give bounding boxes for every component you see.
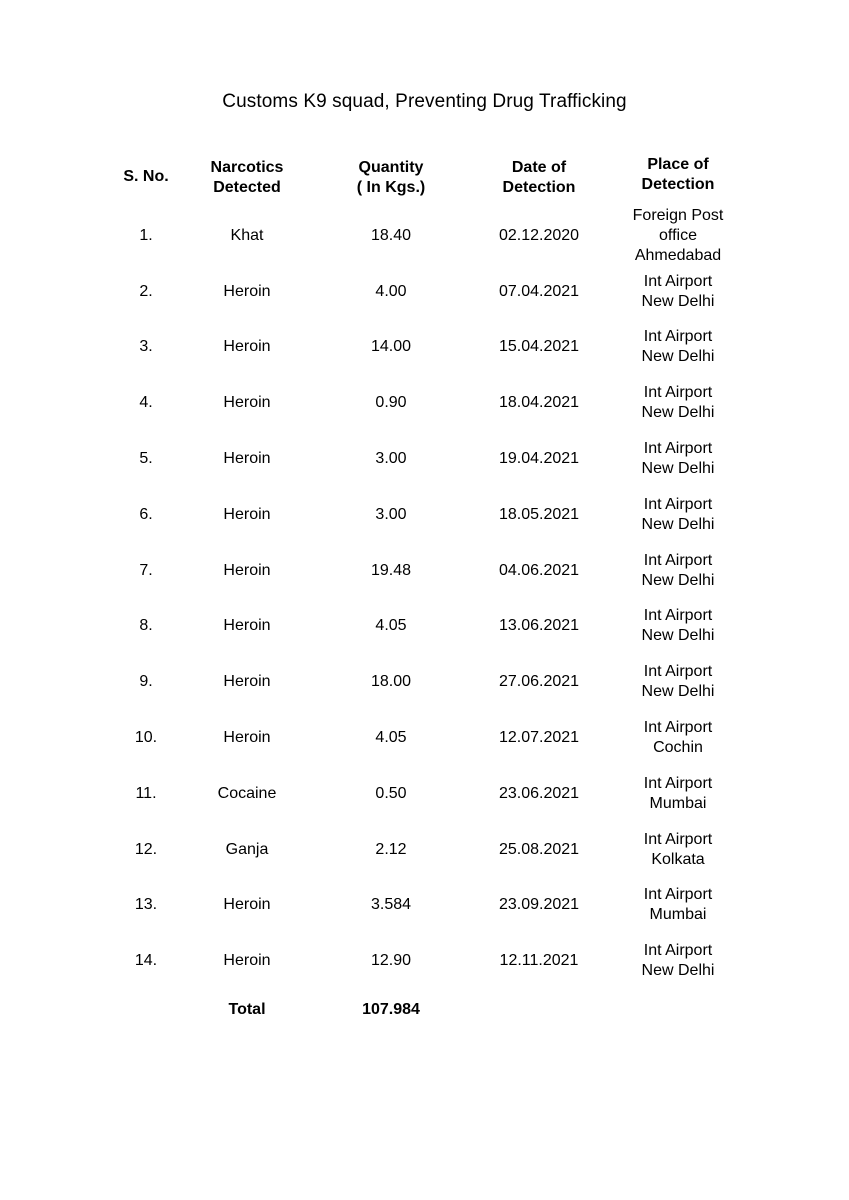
table-row — [0, 433, 849, 489]
cell-quantity: 4.05 — [375, 617, 407, 635]
cell-place: Foreign Post office Ahmedabad — [632, 206, 724, 264]
cell-quantity: 3.584 — [370, 896, 412, 914]
cell-sno: 11. — [135, 784, 157, 802]
cell-place: Int Airport New Delhi — [641, 495, 715, 533]
cell-quantity: 4.05 — [375, 729, 407, 747]
cell-quantity: 2.12 — [375, 840, 407, 858]
total-quantity: 107.984 — [362, 1001, 420, 1018]
cell-date: 19.04.2021 — [498, 450, 580, 468]
cell-date: 25.08.2021 — [498, 840, 580, 858]
header-quantity: Quantity ( In Kgs.) — [356, 159, 426, 196]
table-row — [0, 489, 849, 545]
cell-place: Int Airport New Delhi — [641, 663, 715, 701]
cell-quantity: 4.00 — [375, 282, 407, 300]
cell-narcotic: Ganja — [225, 840, 269, 858]
cell-narcotic: Heroin — [223, 673, 271, 691]
cell-place: Int Airport Cochin — [643, 719, 713, 757]
cell-sno: 12. — [134, 840, 158, 858]
page-title: Customs K9 squad, Preventing Drug Trafficking — [222, 91, 627, 112]
cell-place: Int Airport New Delhi — [641, 384, 715, 422]
cell-date: 07.04.2021 — [498, 282, 580, 300]
cell-narcotic: Heroin — [223, 617, 271, 635]
cell-date: 18.04.2021 — [498, 394, 580, 412]
cell-place: Int Airport New Delhi — [641, 942, 715, 980]
cell-narcotic: Khat — [230, 226, 264, 244]
cell-quantity: 12.90 — [370, 952, 412, 970]
cell-place: Int Airport New Delhi — [641, 551, 715, 589]
cell-quantity: 19.48 — [370, 561, 412, 579]
cell-quantity: 3.00 — [375, 450, 407, 468]
table-row — [0, 377, 849, 433]
cell-narcotic: Heroin — [223, 505, 271, 523]
cell-narcotic: Heroin — [223, 394, 271, 412]
table-row — [0, 935, 849, 991]
cell-quantity: 18.40 — [370, 226, 412, 244]
cell-date: 02.12.2020 — [498, 226, 580, 244]
cell-narcotic: Heroin — [223, 338, 271, 356]
total-label: Total — [228, 1001, 266, 1018]
cell-narcotic: Cocaine — [217, 784, 277, 802]
cell-sno: 10. — [134, 729, 158, 747]
cell-sno: 2. — [139, 282, 153, 300]
cell-narcotic: Heroin — [223, 282, 271, 300]
cell-narcotic: Heroin — [223, 450, 271, 468]
cell-quantity: 18.00 — [370, 673, 412, 691]
cell-quantity: 3.00 — [375, 505, 407, 523]
header-narcotics: Narcotics Detected — [210, 159, 284, 196]
table-header — [0, 155, 849, 205]
cell-quantity: 0.90 — [375, 394, 407, 412]
table-row — [0, 712, 849, 768]
table-row — [0, 206, 849, 266]
header-date: Date of Detection — [502, 159, 576, 196]
cell-sno: 6. — [139, 505, 153, 523]
cell-sno: 1. — [139, 226, 153, 244]
cell-date: 27.06.2021 — [498, 673, 580, 691]
cell-sno: 14. — [134, 952, 158, 970]
cell-place: Int Airport New Delhi — [641, 328, 715, 366]
table-row — [0, 768, 849, 824]
table-row — [0, 545, 849, 601]
cell-narcotic: Heroin — [223, 952, 271, 970]
cell-sno: 9. — [139, 673, 153, 691]
cell-date: 23.09.2021 — [498, 896, 580, 914]
table-row — [0, 824, 849, 880]
cell-quantity: 14.00 — [370, 338, 412, 356]
cell-place: Int Airport New Delhi — [641, 440, 715, 478]
cell-date: 23.06.2021 — [498, 784, 580, 802]
cell-date: 18.05.2021 — [498, 505, 580, 523]
table-row — [0, 601, 849, 657]
table-row — [0, 880, 849, 936]
cell-sno: 3. — [139, 338, 153, 356]
table-row — [0, 266, 849, 322]
cell-date: 13.06.2021 — [498, 617, 580, 635]
cell-place: Int Airport New Delhi — [641, 607, 715, 645]
cell-date: 12.11.2021 — [499, 952, 579, 970]
cell-place: Int Airport New Delhi — [641, 272, 715, 310]
header-sno: S. No. — [123, 168, 169, 185]
cell-place: Int Airport Mumbai — [643, 886, 713, 924]
cell-narcotic: Heroin — [223, 729, 271, 747]
table-row — [0, 656, 849, 712]
cell-place: Int Airport Mumbai — [643, 774, 713, 812]
cell-sno: 7. — [139, 561, 153, 579]
cell-sno: 4. — [139, 394, 153, 412]
cell-narcotic: Heroin — [223, 561, 271, 579]
cell-sno: 13. — [134, 896, 158, 914]
cell-date: 12.07.2021 — [498, 729, 580, 747]
cell-sno: 5. — [139, 450, 153, 468]
table-row — [0, 322, 849, 378]
cell-date: 04.06.2021 — [498, 561, 580, 579]
cell-narcotic: Heroin — [223, 896, 271, 914]
header-place: Place of Detection — [641, 156, 715, 193]
cell-place: Int Airport Kolkata — [643, 830, 713, 868]
cell-quantity: 0.50 — [375, 784, 407, 802]
cell-date: 15.04.2021 — [498, 338, 580, 356]
cell-sno: 8. — [139, 617, 153, 635]
